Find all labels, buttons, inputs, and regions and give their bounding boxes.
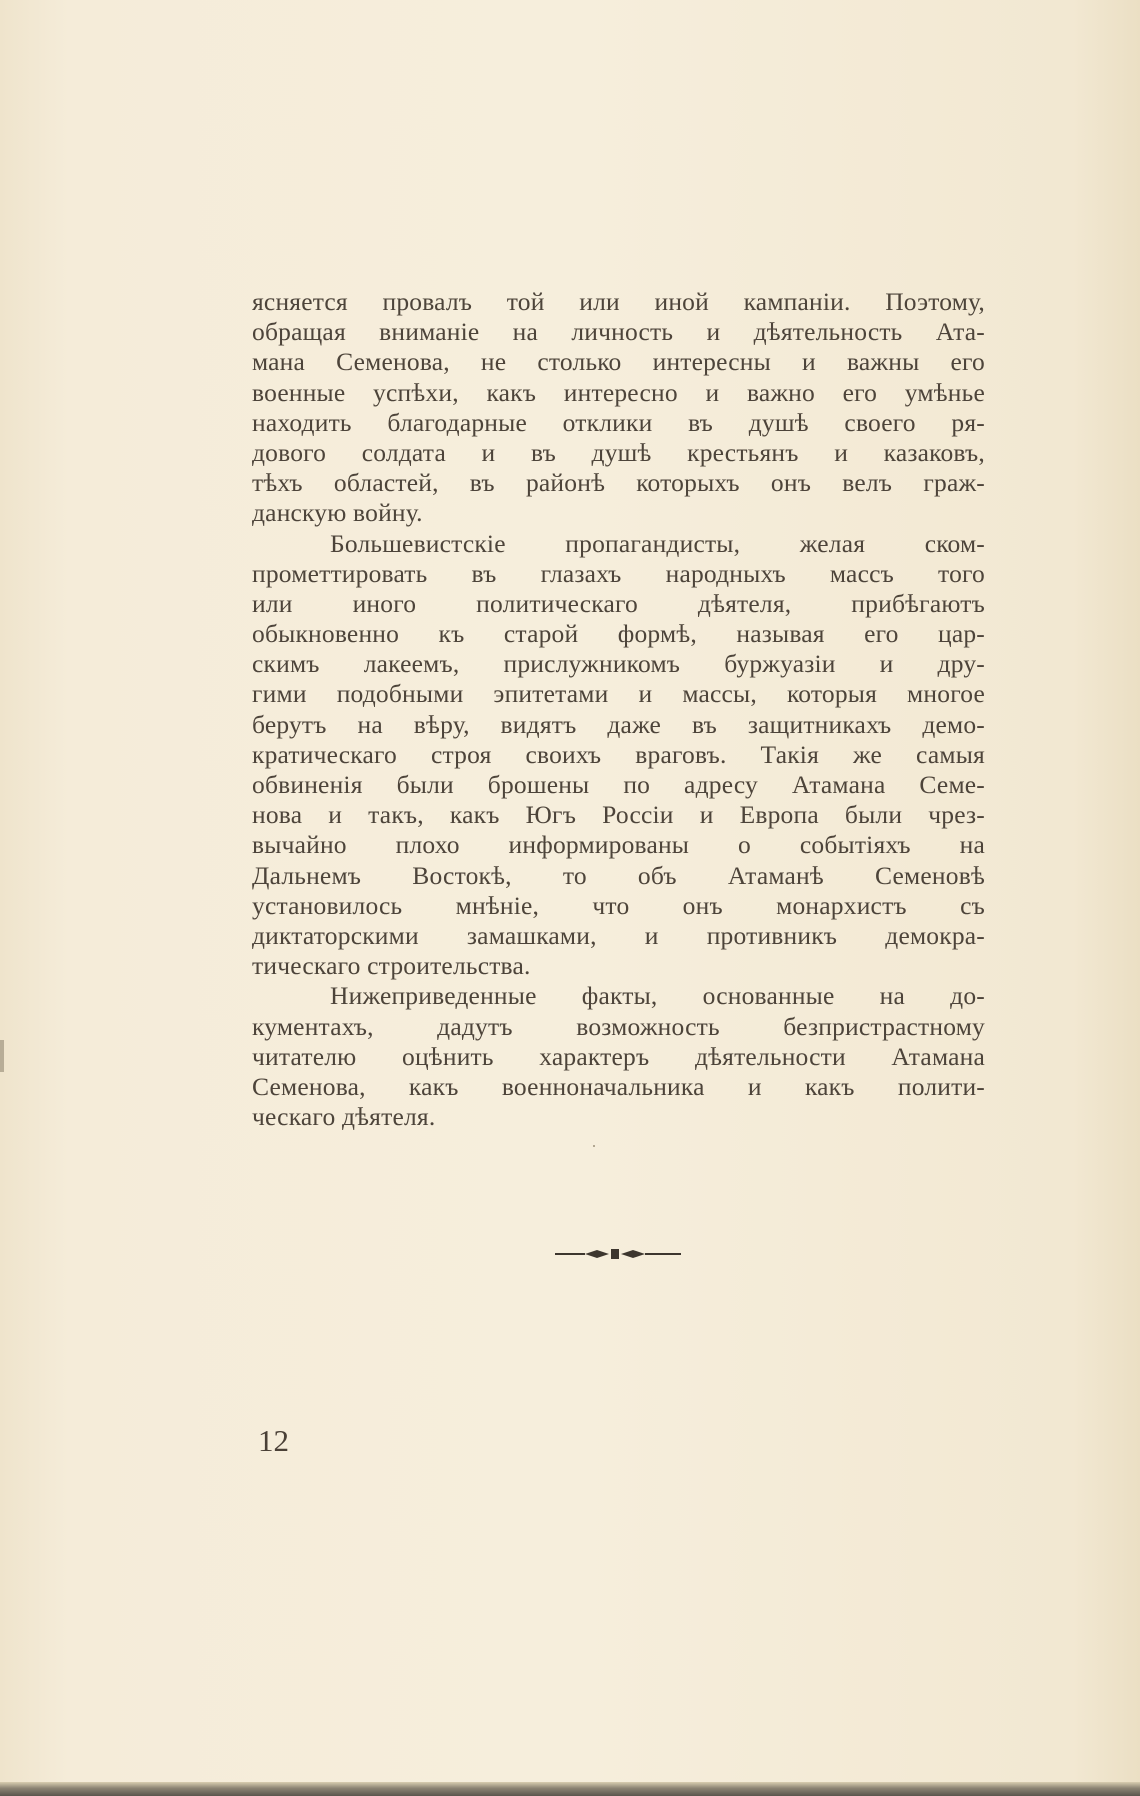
text-line: гими подобными эпитетами и массы, которыя многое [252,679,985,709]
paper-speck [593,1145,595,1147]
text-line: прометтировать въ глазахъ народныхъ массъ того [252,558,985,588]
section-divider-ornament-icon [555,1245,681,1263]
text-line: вычайно плохо информированы о событiяхъ на [252,830,985,860]
page-bottom-edge [0,1782,1140,1796]
text-line: нова и такъ, какъ Югъ Россiи и Европа были чрез- [252,800,985,830]
text-line: ческаго дѣятеля. [252,1102,436,1132]
text-line: диктаторскими замашками, и противникъ демокра- [252,920,985,950]
text-line: данскую войну. [252,498,423,528]
body-text [252,287,985,1132]
text-line: обращая вниманiе на личность и дѣятельность Ата- [252,317,985,347]
text-line: военные успѣхи, какъ интересно и важно его умѣнье [252,377,985,407]
paragraph-first-line: Большевистскiе пропагандисты, желая ском- [330,528,985,558]
text-line: обвиненiя были брошены по адресу Атамана Семе- [252,770,985,799]
text-line: кументахъ, дадутъ возможность безпристрастному [252,1011,985,1041]
text-line: обыкновенно къ старой формѣ, называя его цар- [252,619,985,649]
text-line: Семенова, какъ военноначальника и какъ полити- [252,1071,985,1101]
text-line: тическаго строительства. [252,951,531,981]
scan-margin-mark [0,1040,4,1072]
text-line: находить благодарные отклики въ душѣ своего ря- [252,407,985,437]
text-line: берутъ на вѣру, видятъ даже въ защитникахъ демо- [252,709,985,739]
text-line: тѣхъ областей, въ районѣ которыхъ онъ велъ граж- [252,468,985,498]
page-number: 12 [258,1423,289,1458]
text-line: дового солдата и въ душѣ крестьянъ и казаковъ, [252,437,985,467]
text-line: установилось мнѣнiе, что онъ монархистъ съ [252,890,985,920]
text-line: читателю оцѣнить характеръ дѣятельности Атамана [252,1041,985,1071]
paragraph-first-line: Нижеприведенные факты, основанные на до- [330,981,985,1011]
text-line: мана Семенова, не столько интересны и важны его [252,347,985,377]
text-line: кратическаго строя своихъ враговъ. Такiя же самыя [252,739,985,769]
text-line: ясняется провалъ той или иной кампанiи. Поэтому, [252,287,985,316]
text-line: Дальнемъ Востокѣ, то объ Атаманѣ Семеновѣ [252,860,985,890]
text-line: скимъ лакеемъ, прислужникомъ буржуазiи и дру- [252,649,985,679]
text-line: или иного политическаго дѣятеля, прибѣгаютъ [252,588,985,618]
